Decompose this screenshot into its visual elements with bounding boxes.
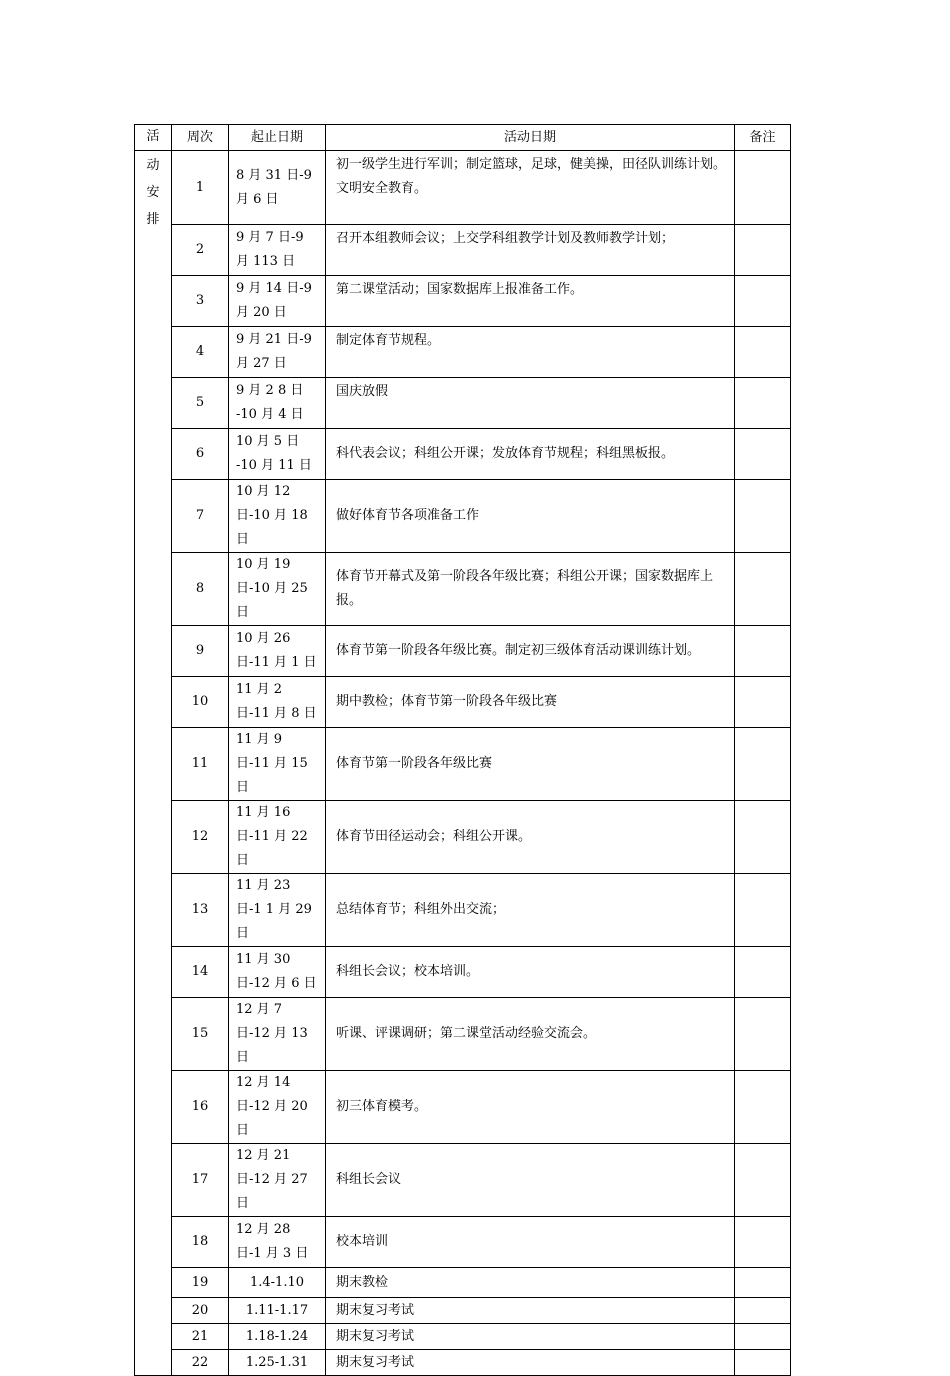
date-range-text: 10 月 26 日-11 月 1 日 bbox=[236, 631, 317, 670]
table-row bbox=[135, 874, 791, 947]
table-row bbox=[135, 378, 791, 429]
table-row bbox=[135, 1350, 791, 1376]
date-range-text: 9 月 2 8 日 -10 月 4 日 bbox=[236, 383, 304, 422]
table-row bbox=[135, 553, 791, 626]
date-range-text: 11 月 9 日-11 月 15 日 bbox=[236, 732, 308, 795]
activity-cell: 期末复习考试 bbox=[326, 1298, 735, 1324]
activity-cell: 召开本组教师会议；上交学科组教学计划及教师教学计划； bbox=[326, 225, 735, 276]
activity-header: 活动日期 bbox=[326, 125, 735, 151]
note-cell bbox=[735, 225, 791, 276]
table-row bbox=[135, 225, 791, 276]
week-cell: 9 bbox=[172, 626, 229, 677]
date-range-text: 1.11-1.17 bbox=[245, 1302, 309, 1318]
note-cell bbox=[735, 429, 791, 480]
side-label-char: 动 bbox=[146, 158, 160, 173]
date-range-cell bbox=[229, 1144, 326, 1217]
week-cell: 13 bbox=[172, 874, 229, 947]
week-cell: 2 bbox=[172, 225, 229, 276]
table-row bbox=[135, 1298, 791, 1324]
date-range-cell bbox=[229, 1298, 326, 1324]
date-range-cell bbox=[229, 728, 326, 801]
activity-cell: 初三体育模考。 bbox=[326, 1071, 735, 1144]
table-row bbox=[135, 151, 791, 225]
date-range-cell bbox=[229, 998, 326, 1071]
note-cell bbox=[735, 1217, 791, 1268]
table-row bbox=[135, 1217, 791, 1268]
note-cell bbox=[735, 151, 791, 225]
activity-cell: 校本培训 bbox=[326, 1217, 735, 1268]
date-range-text: 12 月 28 日-1 月 3 日 bbox=[236, 1222, 309, 1261]
week-cell: 10 bbox=[172, 677, 229, 728]
week-cell: 6 bbox=[172, 429, 229, 480]
activity-cell: 科组长会议 bbox=[326, 1144, 735, 1217]
date-range-text: 1.18-1.24 bbox=[245, 1328, 309, 1344]
note-cell bbox=[735, 553, 791, 626]
note-cell bbox=[735, 1350, 791, 1376]
week-header: 周次 bbox=[172, 125, 229, 151]
week-cell: 12 bbox=[172, 801, 229, 874]
date-range-cell bbox=[229, 801, 326, 874]
note-cell bbox=[735, 327, 791, 378]
table-row bbox=[135, 429, 791, 480]
note-cell bbox=[735, 1268, 791, 1298]
activity-cell: 期末教检 bbox=[326, 1268, 735, 1298]
date-range-text: 10 月 19 日-10 月 25 日 bbox=[236, 557, 308, 620]
note-header: 备注 bbox=[735, 125, 791, 151]
week-cell: 7 bbox=[172, 480, 229, 553]
activity-cell: 期中教检；体育节第一阶段各年级比赛 bbox=[326, 677, 735, 728]
note-cell bbox=[735, 874, 791, 947]
activity-cell: 科代表会议；科组公开课；发放体育节规程；科组黑板报。 bbox=[326, 429, 735, 480]
table-row bbox=[135, 276, 791, 327]
table-row bbox=[135, 1324, 791, 1350]
week-cell: 18 bbox=[172, 1217, 229, 1268]
date-range-cell bbox=[229, 874, 326, 947]
date-range-text: 12 月 7 日-12 月 13 日 bbox=[236, 1002, 308, 1065]
activity-schedule-table bbox=[134, 124, 791, 1376]
table-row bbox=[135, 728, 791, 801]
activity-cell: 国庆放假 bbox=[326, 378, 735, 429]
date-range-cell bbox=[229, 1324, 326, 1350]
table-row bbox=[135, 998, 791, 1071]
activity-cell: 做好体育节各项准备工作 bbox=[326, 480, 735, 553]
date-range-text: 1.25-1.31 bbox=[245, 1354, 309, 1370]
date-range-text: 12 月 14 日-12 月 20 日 bbox=[236, 1075, 308, 1138]
note-cell bbox=[735, 998, 791, 1071]
date-range-text: 12 月 21 日-12 月 27 日 bbox=[236, 1148, 308, 1211]
table-row bbox=[135, 626, 791, 677]
date-range-text: 9 月 14 日-9 月 20 日 bbox=[236, 281, 312, 320]
dates-header: 起止日期 bbox=[229, 125, 326, 151]
activity-cell: 科组长会议；校本培训。 bbox=[326, 947, 735, 998]
activity-cell: 第二课堂活动；国家数据库上报准备工作。 bbox=[326, 276, 735, 327]
note-cell bbox=[735, 378, 791, 429]
week-cell: 20 bbox=[172, 1298, 229, 1324]
week-cell: 19 bbox=[172, 1268, 229, 1298]
date-range-cell bbox=[229, 480, 326, 553]
week-cell: 16 bbox=[172, 1071, 229, 1144]
note-cell bbox=[735, 1144, 791, 1217]
table-row bbox=[135, 1071, 791, 1144]
activity-cell: 体育节第一阶段各年级比赛。制定初三级体育活动课训练计划。 bbox=[326, 626, 735, 677]
note-cell bbox=[735, 1071, 791, 1144]
date-range-cell bbox=[229, 1217, 326, 1268]
date-range-cell bbox=[229, 553, 326, 626]
side-label-char: 排 bbox=[146, 212, 160, 227]
table-row bbox=[135, 947, 791, 998]
date-range-cell bbox=[229, 151, 326, 225]
date-range-cell bbox=[229, 626, 326, 677]
week-cell: 1 bbox=[172, 151, 229, 225]
date-range-cell bbox=[229, 1350, 326, 1376]
date-range-text: 10 月 12 日-10 月 18 日 bbox=[236, 484, 308, 547]
date-range-cell bbox=[229, 1268, 326, 1298]
table-row bbox=[135, 327, 791, 378]
week-cell: 22 bbox=[172, 1350, 229, 1376]
date-range-cell bbox=[229, 677, 326, 728]
date-range-cell bbox=[229, 225, 326, 276]
note-cell bbox=[735, 1324, 791, 1350]
activity-cell: 听课、评课调研；第二课堂活动经验交流会。 bbox=[326, 998, 735, 1071]
date-range-text: 10 月 5 日 -10 月 11 日 bbox=[236, 434, 312, 473]
date-range-cell bbox=[229, 1071, 326, 1144]
note-cell bbox=[735, 480, 791, 553]
date-range-cell bbox=[229, 276, 326, 327]
note-cell bbox=[735, 947, 791, 998]
side-label-cell bbox=[135, 151, 172, 1376]
date-range-text: 11 月 16 日-11 月 22 日 bbox=[236, 805, 308, 868]
date-range-text: 11 月 23 日-1 1 月 29 日 bbox=[236, 878, 312, 941]
date-range-text: 9 月 21 日-9 月 27 日 bbox=[236, 332, 312, 371]
date-range-cell bbox=[229, 947, 326, 998]
note-cell bbox=[735, 801, 791, 874]
week-cell: 17 bbox=[172, 1144, 229, 1217]
table-row bbox=[135, 677, 791, 728]
date-range-cell bbox=[229, 378, 326, 429]
week-cell: 3 bbox=[172, 276, 229, 327]
date-range-text: 11 月 30 日-12 月 6 日 bbox=[236, 952, 317, 991]
note-cell bbox=[735, 677, 791, 728]
side-header-cell: 活 bbox=[135, 125, 172, 151]
week-cell: 11 bbox=[172, 728, 229, 801]
week-cell: 15 bbox=[172, 998, 229, 1071]
note-cell bbox=[735, 626, 791, 677]
table-row bbox=[135, 1268, 791, 1298]
activity-cell: 期末复习考试 bbox=[326, 1350, 735, 1376]
table-header-row bbox=[135, 125, 791, 151]
activity-cell: 制定体育节规程。 bbox=[326, 327, 735, 378]
date-range-text: 11 月 2 日-11 月 8 日 bbox=[236, 682, 317, 721]
note-cell bbox=[735, 276, 791, 327]
week-cell: 4 bbox=[172, 327, 229, 378]
date-range-cell bbox=[229, 429, 326, 480]
activity-cell: 期末复习考试 bbox=[326, 1324, 735, 1350]
week-cell: 21 bbox=[172, 1324, 229, 1350]
week-cell: 14 bbox=[172, 947, 229, 998]
activity-cell: 体育节第一阶段各年级比赛 bbox=[326, 728, 735, 801]
side-label-char: 安 bbox=[146, 185, 160, 200]
table-row bbox=[135, 1144, 791, 1217]
activity-cell: 体育节田径运动会；科组公开课。 bbox=[326, 801, 735, 874]
note-cell bbox=[735, 1298, 791, 1324]
date-range-cell bbox=[229, 327, 326, 378]
note-cell bbox=[735, 728, 791, 801]
schedule-body bbox=[135, 151, 791, 1376]
date-range-text: 8 月 31 日-9 月 6 日 bbox=[236, 167, 312, 207]
date-range-text: 9 月 7 日-9 月 113 日 bbox=[236, 230, 304, 269]
activity-cell: 总结体育节；科组外出交流； bbox=[326, 874, 735, 947]
date-range-text: 1.4-1.10 bbox=[249, 1274, 304, 1290]
table-row bbox=[135, 480, 791, 553]
week-cell: 5 bbox=[172, 378, 229, 429]
activity-cell: 初一级学生进行军训；制定篮球，足球，健美操，田径队训练计划。文明安全教育。 bbox=[326, 151, 735, 225]
week-cell: 8 bbox=[172, 553, 229, 626]
table-row bbox=[135, 801, 791, 874]
activity-cell: 体育节开幕式及第一阶段各年级比赛；科组公开课；国家数据库上报。 bbox=[326, 553, 735, 626]
